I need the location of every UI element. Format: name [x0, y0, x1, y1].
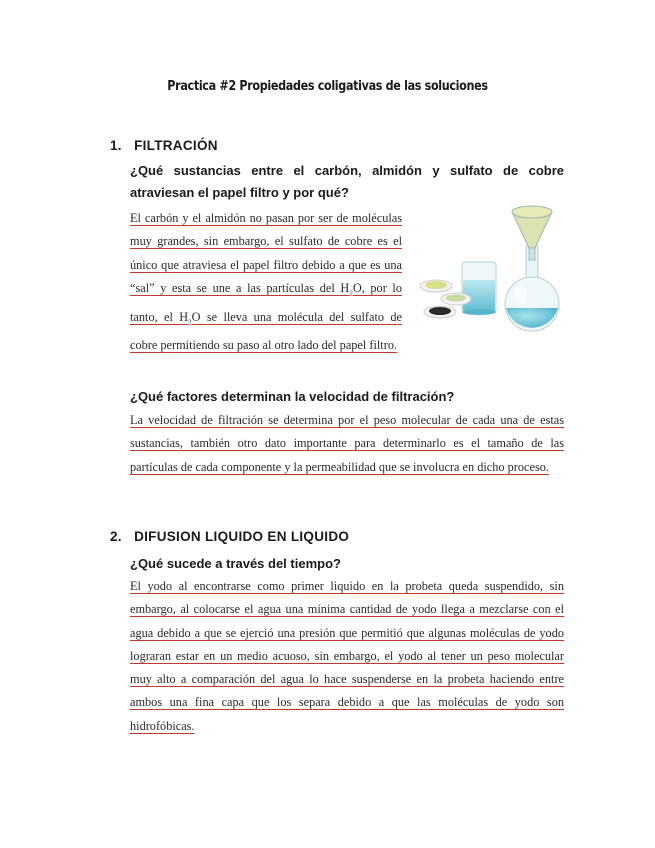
answer-text: El carbón y el almidón no pasan por ser de moléculas muy grandes, sin embargo, el sulfato de cobre es el único que atraviesa el papel filtro debido a que es una “sal” y esta se une a las partículas del H — [130, 211, 402, 295]
filtration-lab-image — [416, 198, 568, 338]
beaker — [462, 262, 496, 315]
section-number: 2. — [110, 529, 122, 544]
section-number: 1. — [110, 138, 122, 153]
section-title: DIFUSION LIQUIDO EN LIQUIDO — [134, 529, 350, 544]
section-title: FILTRACIÓN — [134, 138, 218, 153]
question-diffusion-time: ¿Qué sucede a través del tiempo? — [130, 556, 341, 571]
watch-glass-green — [441, 293, 471, 305]
watch-glass-yellow — [420, 280, 452, 292]
subscript: 2 — [349, 289, 353, 298]
page-title: Practica #2 Propiedades coligativas de las soluciones — [167, 79, 488, 94]
watch-glass-black — [424, 306, 456, 318]
subscript: 2 — [188, 318, 192, 327]
question-filtration-substances: ¿Qué sustancias entre el carbón, almidón y sulfato de cobre atraviesan el papel filtro y por qué? — [130, 163, 564, 200]
section-1-heading — [110, 138, 218, 153]
answer-text: O, por lo tanto, el H — [130, 280, 402, 324]
section-2-heading — [110, 529, 349, 544]
question-filtration-speed: ¿Qué factores determinan la velocidad de filtración? — [130, 389, 455, 404]
answer-filtration-substances — [130, 207, 402, 358]
answer-text: El yodo al encontrarse como primer liquido en la probeta queda suspendido, sin embargo, al colocarse el agua una mínima cantidad de yodo llega a mezclarse con el agua debido a que se ejerció una presión que permitió que algunas moléculas de yodo lograran estar en un medio acuoso, sin embargo, el yodo al tener un peso molecular muy alto a comparación del agua lo hace suspenderse en la probeta haciendo entre ambos una fina capa que los separa debido a que las moléculas de yodo son hidrofóbicas. — [130, 579, 564, 733]
answer-diffusion-time — [130, 575, 564, 738]
funnel — [512, 206, 552, 260]
answer-text: La velocidad de filtración se determina por el peso molecular de cada una de estas sustancias, también otro dato importante para determinarlo es el tamaño de las partículas de cada componente y la permeabilidad que se involucra en dicho proceso. — [130, 413, 564, 474]
answer-text: O se lleva una molécula del sulfato de cobre permitiendo su paso al otro lado del papel filtro. — [130, 309, 402, 353]
answer-filtration-speed — [130, 409, 564, 479]
